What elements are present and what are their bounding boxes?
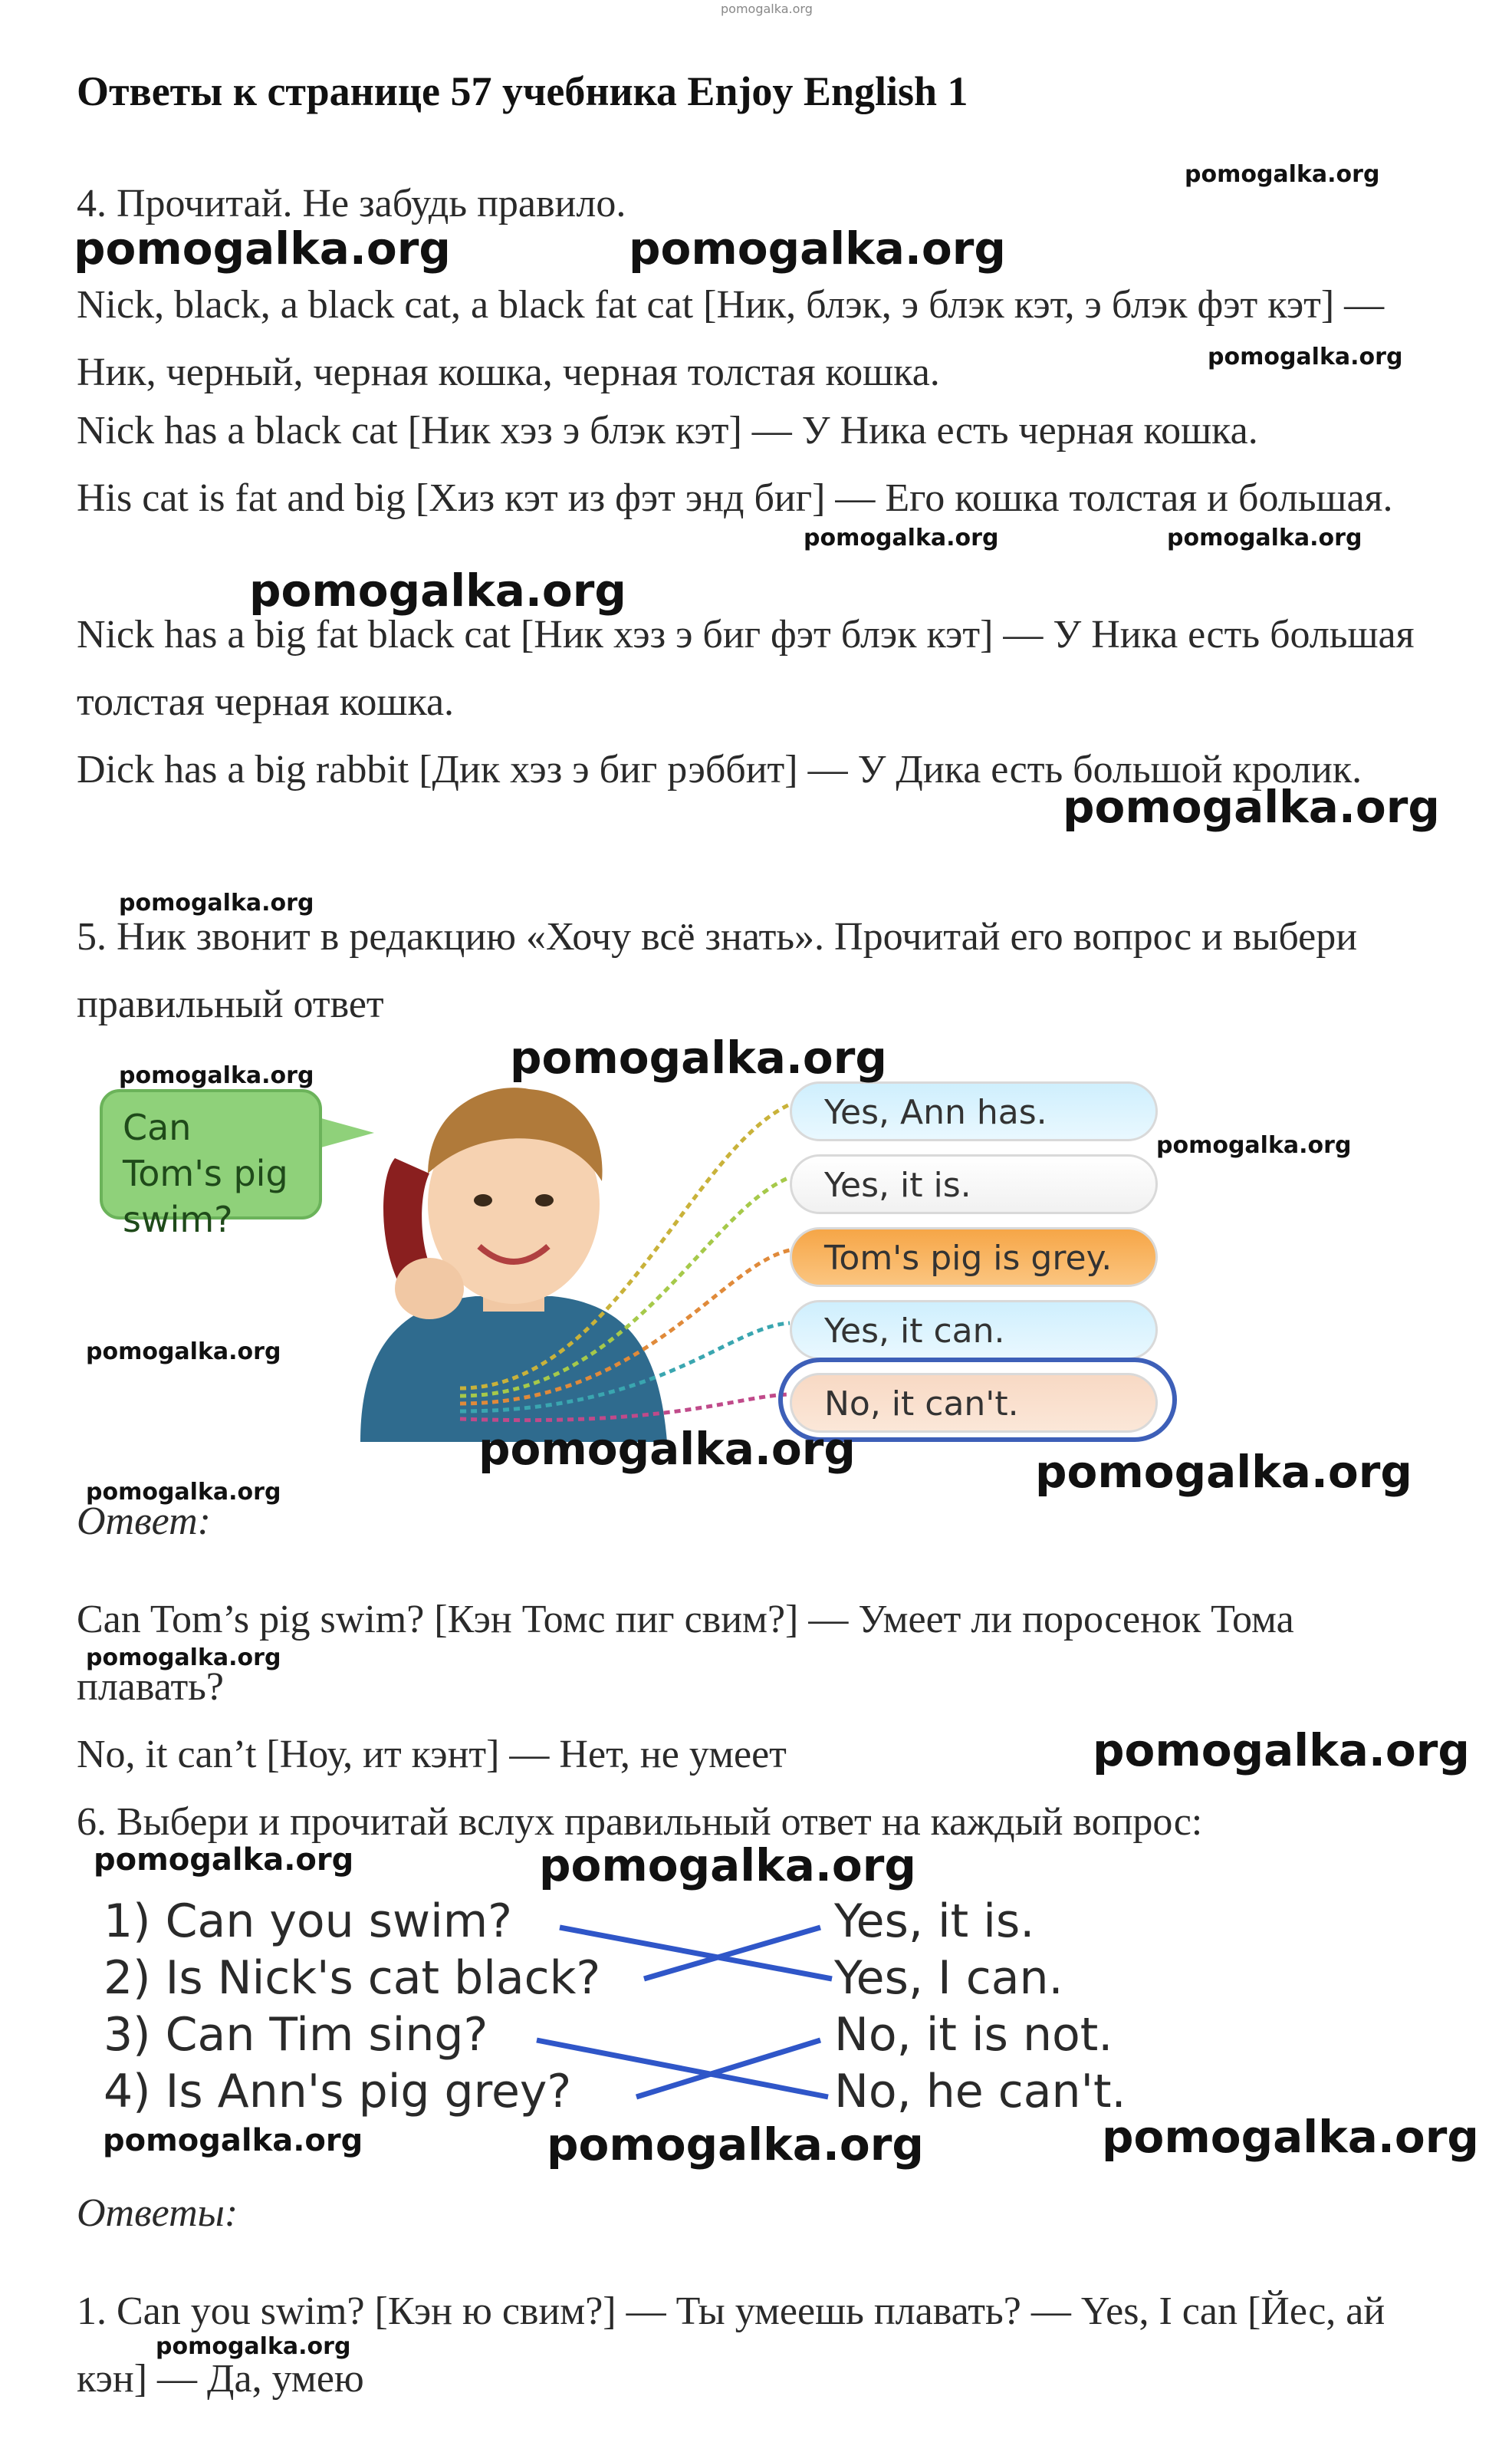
answer-option-3: Tom's pig is grey. xyxy=(790,1227,1158,1287)
watermark: pomogalka.org xyxy=(74,222,451,275)
answer-option-4: Yes, it can. xyxy=(790,1300,1158,1360)
watermark: pomogalka.org xyxy=(629,222,1006,275)
boy-illustration xyxy=(0,1058,1512,1457)
task5-heading: 5. Ник звонит в редакцию «Хочу всё знать». Прочитай его вопрос и выбери правильный ответ xyxy=(77,915,1358,1026)
task5-answer-line-2: No, it can’t [Ноу, ит кэнт] — Нет, не умеет xyxy=(77,1733,787,1776)
answer-option-5: No, it can't. xyxy=(790,1373,1158,1433)
task6-heading: 6. Выбери и прочитай вслух правильный ответ на каждый вопрос: xyxy=(77,1800,1203,1844)
watermark: pomogalka.org xyxy=(510,1032,887,1084)
watermark: pomogalka.org xyxy=(1063,781,1440,833)
watermark: pomogalka.org xyxy=(1156,1132,1352,1159)
task5-answer-line-1: Can Tom’s pig swim? [Кэн Томс пиг свим?] — Умеет ли поросенок Тома плавать? xyxy=(77,1598,1294,1709)
watermark: pomogalka.org xyxy=(1102,2111,1479,2163)
question-3: 3) Can Tim sing? xyxy=(104,2008,488,2062)
watermark: pomogalka.org xyxy=(478,1423,856,1475)
page-title: Ответы к странице 57 учебника Enjoy English 1 xyxy=(77,68,968,114)
watermark: pomogalka.org xyxy=(547,2118,924,2171)
question-1: 1) Can you swim? xyxy=(104,1894,513,1948)
task6-answer-1: 1. Can you swim? [Кэн ю свим?] — Ты умеешь плавать? — Yes, I can [Йес, ай кэн] — Да, умею xyxy=(77,2289,1385,2401)
watermark: pomogalka.org xyxy=(1093,1724,1470,1776)
speech-bubble: Can Tom's pig swim? xyxy=(100,1089,322,1220)
question-2: 2) Is Nick's cat black? xyxy=(104,1951,601,2005)
watermark: pomogalka.org xyxy=(86,1479,281,1506)
watermark: pomogalka.org xyxy=(86,1644,281,1671)
question-4: 4) Is Ann's pig grey? xyxy=(104,2065,572,2118)
watermark: pomogalka.org xyxy=(119,890,314,917)
watermark: pomogalka.org xyxy=(249,564,626,617)
watermark: pomogalka.org xyxy=(156,2333,351,2360)
option-3: No, it is not. xyxy=(834,2008,1113,2062)
top-watermark: pomogalka.org xyxy=(721,2,813,16)
watermark: pomogalka.org xyxy=(804,525,999,551)
watermark: pomogalka.org xyxy=(1208,344,1403,370)
watermark: pomogalka.org xyxy=(1185,161,1380,188)
answer-option-1: Yes, Ann has. xyxy=(790,1081,1158,1141)
watermark: pomogalka.org xyxy=(94,1842,354,1878)
answer-option-2: Yes, it is. xyxy=(790,1154,1158,1214)
watermark: pomogalka.org xyxy=(86,1338,281,1365)
watermark: pomogalka.org xyxy=(539,1839,916,1891)
task4-paragraph-2: Nick has a black cat [Ник хэз э блэк кэт] — У Ника есть черная кошка. xyxy=(77,409,1258,453)
watermark: pomogalka.org xyxy=(103,2123,363,2158)
watermark: pomogalka.org xyxy=(119,1062,314,1089)
task5-answer-label: Ответ: xyxy=(77,1499,211,1543)
watermark: pomogalka.org xyxy=(1167,525,1362,551)
option-4: No, he can't. xyxy=(834,2065,1126,2118)
task4-paragraph-5: Dick has a big rabbit [Дик хэз э биг рэббит] — У Дика есть большой кролик. xyxy=(77,748,1362,792)
task4-heading: 4. Прочитай. Не забудь правило. xyxy=(77,182,626,225)
task4-paragraph-3: His cat is fat and big [Хиз кэт из фэт энд биг] — Его кошка толстая и большая. xyxy=(77,476,1393,520)
task4-paragraph-1: Nick, black, a black cat, a black fat cat [Ник, блэк, э блэк кэт, э блэк фэт кэт] — Ник, черный, черная кошка, черная толстая кошка. xyxy=(77,283,1385,394)
watermark: pomogalka.org xyxy=(1035,1446,1412,1498)
matching-lines xyxy=(0,1893,1512,2123)
task4-paragraph-4: Nick has a big fat black cat [Ник хэз э биг фэт блэк кэт] — У Ника есть большая толстая черная кошка. xyxy=(77,613,1415,724)
option-1: Yes, it is. xyxy=(834,1894,1035,1948)
task6-answers-label: Ответы: xyxy=(77,2191,238,2235)
option-2: Yes, I can. xyxy=(834,1951,1063,2005)
